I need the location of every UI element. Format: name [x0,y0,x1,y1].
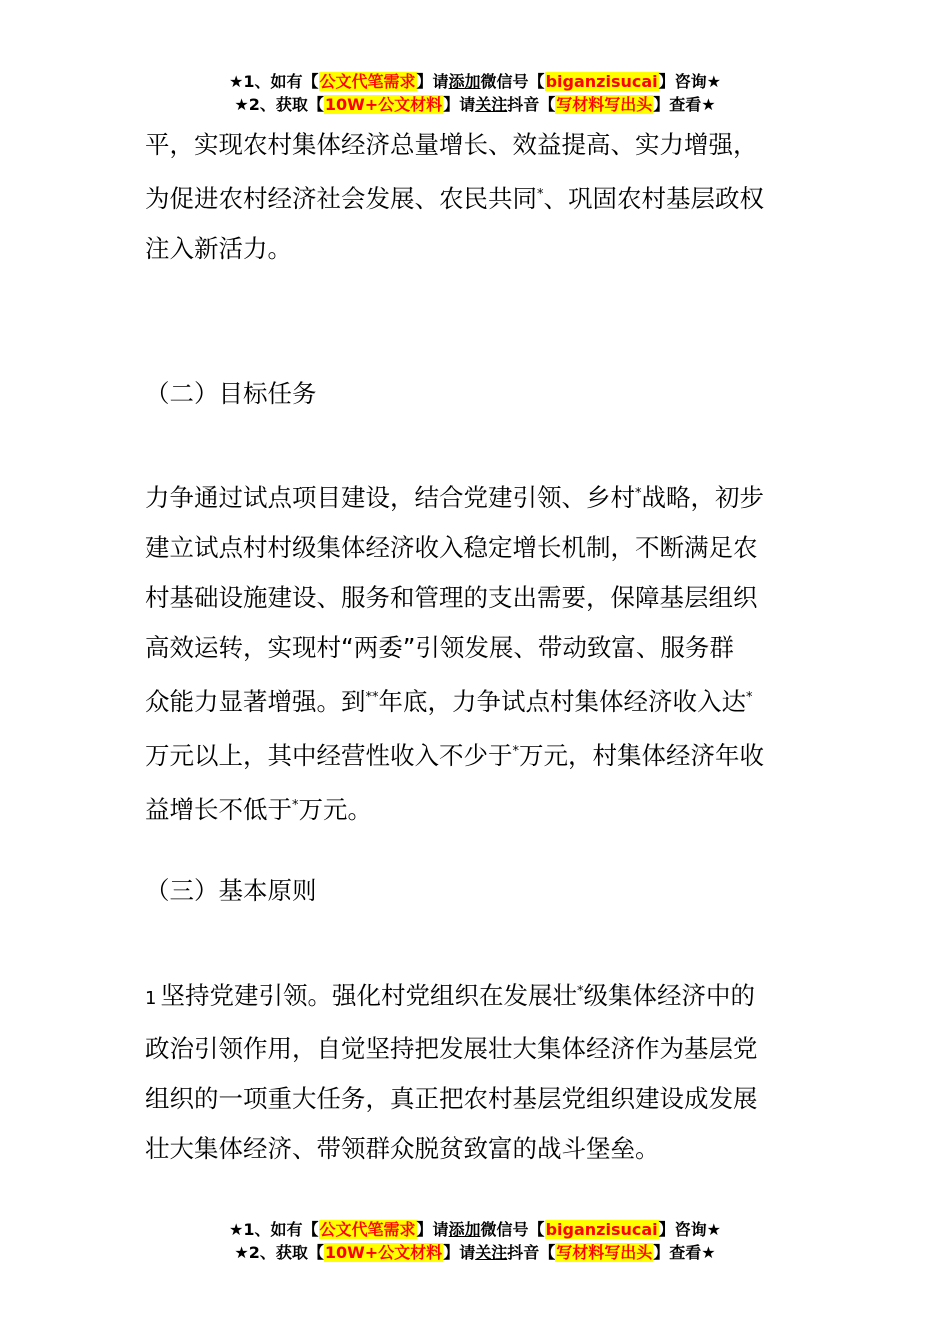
text-span: 众能力显著增强。到 [145,687,366,716]
banner-underline: 添加 [448,72,481,91]
banner-text: 】查看★ [653,95,716,114]
banner-line-1 [0,70,950,93]
banner-text: 】咨询★ [658,72,721,91]
banner-underline: 关注 [475,95,508,114]
text-span: 力争通过试点项目建设，结合党建引领、乡村 [145,483,635,512]
text-line [145,781,810,835]
banner-text: 】请 [443,1243,476,1262]
banner-text: 微信号【 [480,1220,545,1239]
banner-text: 抖音【 [507,95,556,114]
text-line [145,1074,810,1124]
banner-text: 】咨询★ [658,1220,721,1239]
text-line [145,673,810,727]
banner-highlight: biganzisucai [545,1220,658,1239]
redaction-star: ** [365,690,379,705]
text-span: 级集体经济中的 [583,981,755,1010]
banner-highlight: 10W+公文材料 [324,95,443,114]
text-line [145,623,810,673]
banner-line-1 [0,1218,950,1241]
banner-text: 】请 [416,1220,449,1239]
banner-text: 微信号【 [480,72,545,91]
text-line [145,523,810,573]
text-line [145,224,810,274]
text-span: 高效运转，实现村“两委”引领发展、带动致富、服务群 [145,633,734,662]
banner-text: ★2、获取【 [234,1243,324,1262]
text-span: 万元。 [298,795,372,824]
text-span: 战略，初步 [641,483,764,512]
banner-text: 】查看★ [653,1243,716,1262]
text-span: 政治引领作用，自觉坚持把发展壮大集体经济作为基层党 [145,1034,758,1063]
section-heading-3: （三）基本原则 [145,876,317,905]
text-span: 万元，村集体经济年收 [519,741,764,770]
banner-highlight: 写材料写出头 [556,1243,653,1262]
paragraph-3 [145,967,810,1174]
text-line [145,967,810,1024]
redaction-star: * [292,798,299,813]
banner-text: 】请 [443,95,476,114]
text-span: 坚持党建引领。强化村党组织在发展壮 [160,981,577,1010]
text-line [145,1024,810,1074]
text-span: 为促进农村经济社会发展、农民共同 [145,184,537,213]
banner-highlight: 写材料写出头 [556,95,653,114]
text-span: 万元以上，其中经营性收入不少于 [145,741,513,770]
banner-line-2 [0,93,950,116]
redaction-star: * [746,690,753,705]
text-span: 壮大集体经济、带领群众脱贫致富的战斗堡垒。 [145,1134,660,1163]
text-line [145,1124,810,1174]
banner-highlight: biganzisucai [545,72,658,91]
text-span: 注入新活力。 [145,234,292,263]
banner-text: ★2、获取【 [234,95,324,114]
banner-highlight: 公文代笔需求 [319,1220,416,1239]
text-span: 年底，力争试点村集体经济收入达 [378,687,746,716]
redaction-star: * [537,187,544,202]
redaction-star: * [576,984,584,999]
top-banner [0,70,950,116]
text-span: 组织的一项重大任务，真正把农村基层党组织建设成发展 [145,1084,758,1113]
text-span: 建立试点村村级集体经济收入稳定增长机制，不断满足农 [145,533,758,562]
bottom-banner [0,1218,950,1264]
section-heading-2: （二）目标任务 [145,379,317,408]
text-line [145,170,810,224]
list-number: 1 [145,988,157,1009]
banner-underline: 添加 [448,1220,481,1239]
text-line [145,469,810,523]
paragraph-2 [145,469,810,835]
banner-text: ★1、如有【 [229,72,319,91]
text-line [145,120,810,170]
redaction-star: * [512,744,519,759]
text-line [145,727,810,781]
banner-text: 抖音【 [507,1243,556,1262]
text-line [145,573,810,623]
banner-text: 】请 [416,72,449,91]
paragraph-1 [145,120,810,274]
text-span: 平，实现农村集体经济总量增长、效益提高、实力增强， [145,130,758,159]
banner-line-2 [0,1241,950,1264]
banner-underline: 关注 [475,1243,508,1262]
redaction-star: * [635,486,642,501]
banner-text: ★1、如有【 [229,1220,319,1239]
banner-highlight: 公文代笔需求 [319,72,416,91]
text-span: 益增长不低于 [145,795,292,824]
text-span: 、巩固农村基层政权 [543,184,764,213]
banner-highlight: 10W+公文材料 [324,1243,443,1262]
text-span: 村基础设施建设、服务和管理的支出需要，保障基层组织 [145,583,758,612]
